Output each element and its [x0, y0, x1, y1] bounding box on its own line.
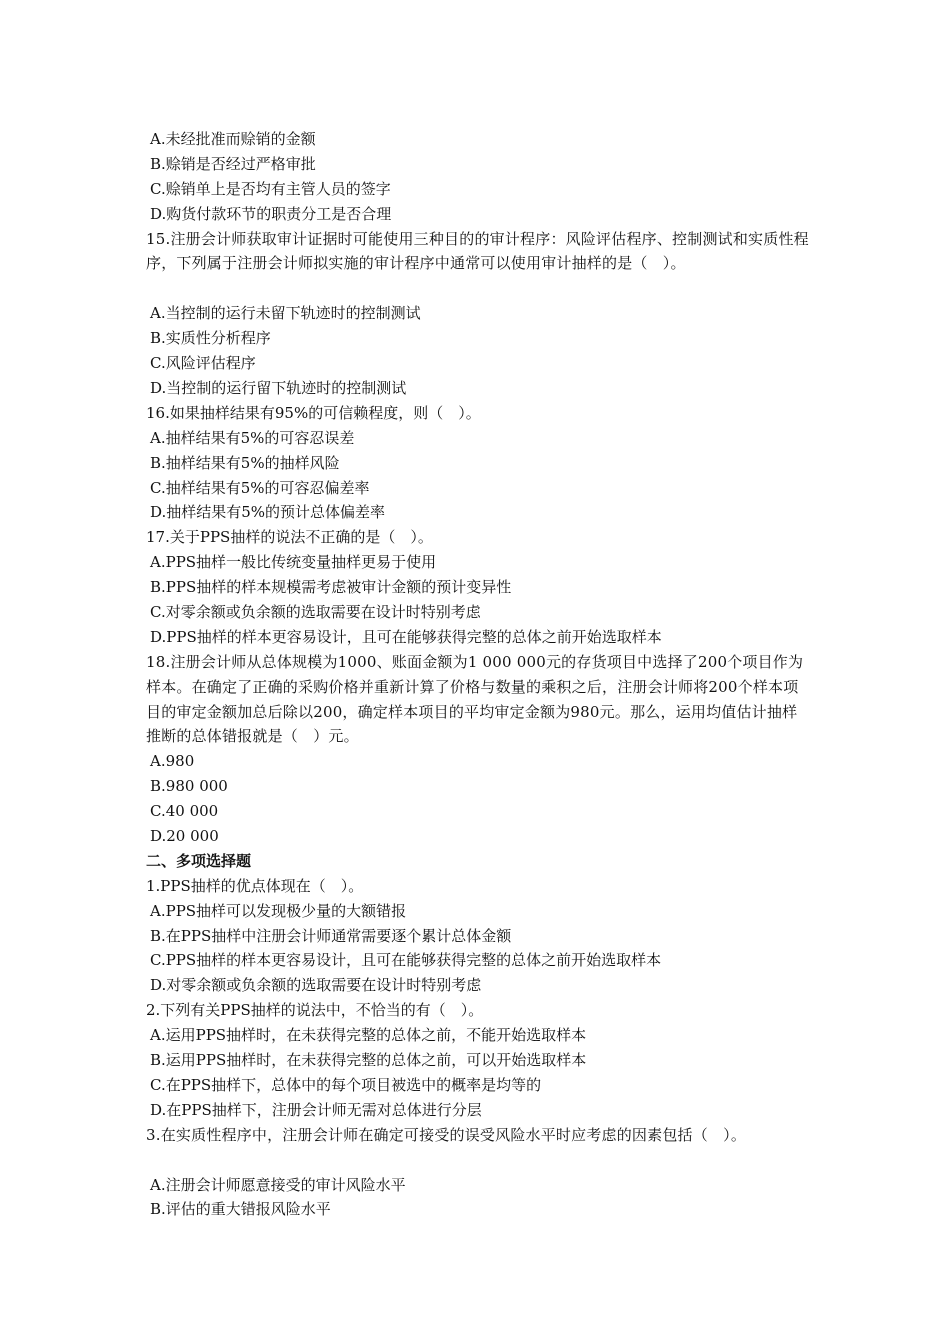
option-c: C.赊销单上是否均有主管人员的签字 [150, 179, 391, 198]
question-15-option-a: A.当控制的运行未留下轨迹时的控制测试 [150, 304, 421, 323]
question-16-option-b: B.抽样结果有5%的抽样风险 [150, 453, 340, 472]
spacer [146, 1148, 811, 1173]
question-15-option-c: C.风险评估程序 [150, 354, 256, 373]
section-heading-multiple-choice: 二、多项选择题 [146, 851, 252, 870]
question-18 [146, 650, 811, 750]
question-18-option-c: C.40 000 [150, 802, 219, 821]
question-18-option-a: A.980 [150, 752, 195, 771]
question-15-option-d: D.当控制的运行留下轨迹时的控制测试 [150, 378, 407, 397]
question-17-option-d: D.PPS抽样的样本更容易设计，且可在能够获得完整的总体之前开始选取样本 [150, 627, 662, 646]
question-18-option-d: D.20 000 [150, 827, 219, 846]
question-17: 17.关于PPS抽样的说法不正确的是（ ）。 [146, 528, 433, 547]
option-a: A.未经批准而赊销的金额 [150, 130, 316, 148]
question-16-option-c: C.抽样结果有5%的可容忍偏差率 [150, 478, 370, 497]
question-18-text: 18.注册会计师从总体规模为1000、账面金额为1 000 000元的存货项目中选择了200个项目作为样本。在确定了正确的采购价格并重新计算了价格与数量的乘积之后，注册会计师将200个样本项目的审定金额加总后除以200，确定样本项目的平均审定金额为980元。那么，运用均值估计抽样推断的总体错报就是（ ）元。 [146, 652, 804, 746]
mc-question-1-option-a: A.PPS抽样可以发现极少量的大额错报 [150, 901, 407, 920]
question-18-option-b: B.980 000 [150, 777, 228, 796]
mc-question-2-option-b: B.运用PPS抽样时，在未获得完整的总体之前，可以开始选取样本 [150, 1051, 587, 1070]
question-17-option-a: A.PPS抽样一般比传统变量抽样更易于使用 [150, 553, 437, 572]
question-16: 16.如果抽样结果有95%的可信赖程度，则（ ）。 [146, 403, 481, 422]
mc-question-3-option-b: B.评估的重大错报风险水平 [150, 1200, 331, 1219]
mc-question-2-option-c: C.在PPS抽样下，总体中的每个项目被选中的概率是均等的 [150, 1075, 542, 1094]
mc-question-3-option-a: A.注册会计师愿意接受的审计风险水平 [150, 1175, 406, 1194]
question-17-option-c: C.对零余额或负余额的选取需要在设计时特别考虑 [150, 602, 481, 621]
option-d: D.购货付款环节的职责分工是否合理 [150, 204, 392, 223]
mc-question-1-option-d: D.对零余额或负余额的选取需要在设计时特别考虑 [150, 976, 482, 995]
mc-question-1: 1.PPS抽样的优点体现在（ ）。 [146, 876, 364, 895]
question-15-text: 15.注册会计师获取审计证据时可能使用三种目的的审计程序：风险评估程序、控制测试和实质性程序，下列属于注册会计师拟实施的审计程序中通常可以使用审计抽样的是（ ）。 [146, 229, 809, 273]
mc-question-2: 2.下列有关PPS抽样的说法中，不恰当的有（ ）。 [146, 1001, 484, 1020]
mc-question-3-text: 3.在实质性程序中，注册会计师在确定可接受的误受风险水平时应考虑的因素包括（ ）。 [146, 1125, 747, 1144]
spacer [146, 276, 811, 301]
question-16-option-a: A.抽样结果有5%的可容忍误差 [150, 428, 355, 447]
mc-question-2-option-a: A.运用PPS抽样时，在未获得完整的总体之前，不能开始选取样本 [150, 1026, 587, 1045]
page-content [146, 127, 811, 1222]
question-15-option-b: B.实质性分析程序 [150, 329, 271, 348]
mc-question-1-option-b: B.在PPS抽样中注册会计师通常需要逐个累计总体金额 [150, 926, 512, 945]
question-15 [146, 227, 811, 277]
mc-question-2-option-d: D.在PPS抽样下，注册会计师无需对总体进行分层 [150, 1100, 482, 1119]
mc-question-3 [146, 1123, 811, 1148]
question-16-option-d: D.抽样结果有5%的预计总体偏差率 [150, 503, 386, 522]
question-17-option-b: B.PPS抽样的样本规模需考虑被审计金额的预计变异性 [150, 578, 512, 597]
mc-question-1-option-c: C.PPS抽样的样本更容易设计，且可在能够获得完整的总体之前开始选取样本 [150, 951, 662, 970]
option-b: B.赊销是否经过严格审批 [150, 154, 316, 173]
